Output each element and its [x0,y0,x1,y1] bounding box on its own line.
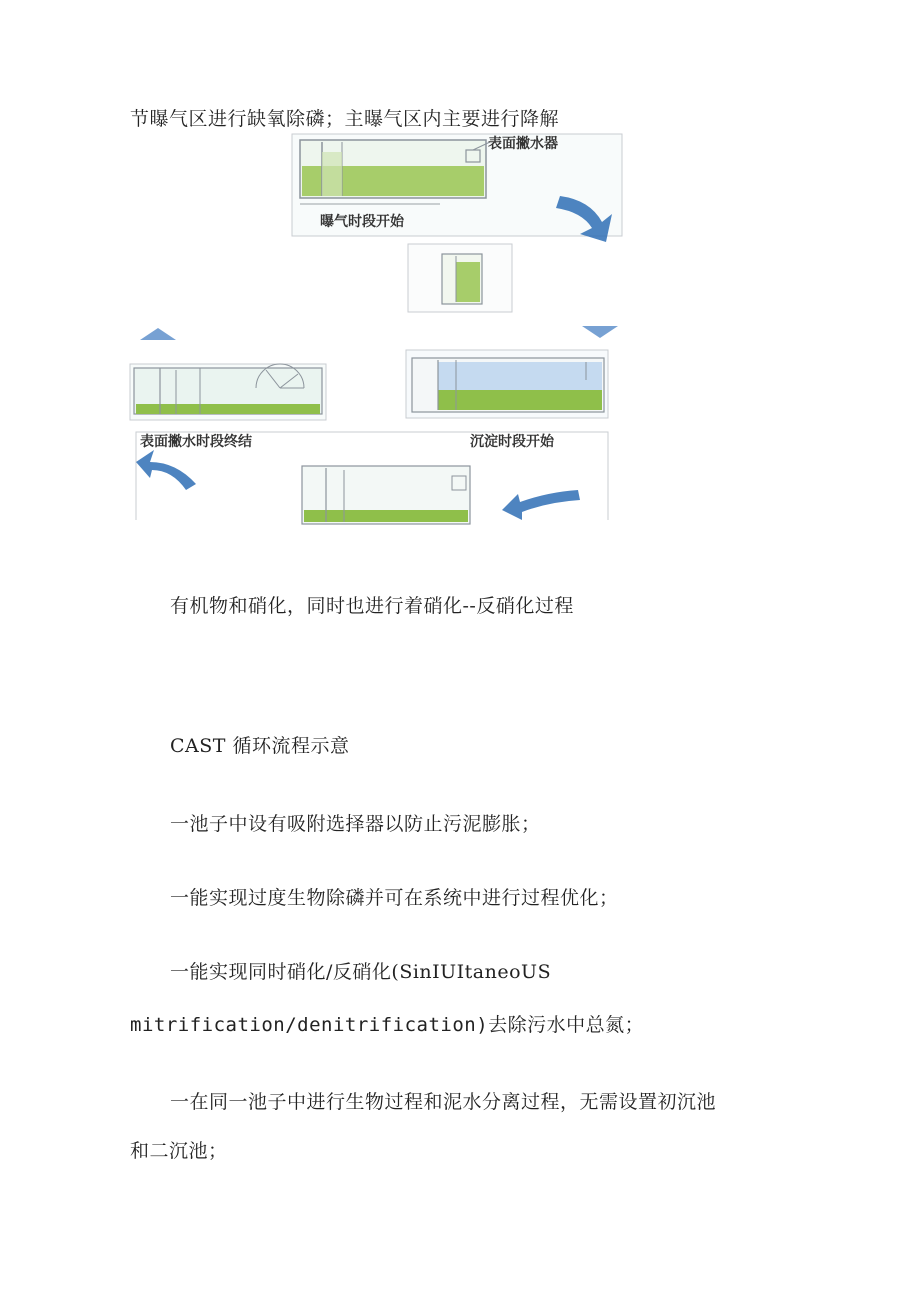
label-settle-start: 沉淀时段开始 [470,434,554,450]
paragraph-line: mitrification/denitrification)去除污水中总氮； [130,1014,645,1036]
arrow-up-left-icon [140,328,176,340]
arrow-left-large-icon [502,490,580,520]
panel-small-tank [408,244,512,312]
label-decant-end: 表面撇水时段终结 [140,434,252,450]
paragraph-line: 一能实现同时硝化/反硝化(SinIUItaneoUS [170,961,552,983]
panel-decant-end [130,364,326,420]
label-surface-decanter: 表面撇水器 [488,136,558,152]
panel-bottom-tank [302,466,470,524]
paragraph-line: 一在同一池子中进行生物过程和泥水分离过程，无需设置初沉池 [170,1091,717,1113]
paragraph-line: 一池子中设有吸附选择器以防止污泥膨胀； [170,813,541,835]
paragraph-line: 节曝气区进行缺氧除磷；主曝气区内主要进行降解 [130,108,560,130]
paragraph-line: 和二沉池； [130,1140,228,1162]
paragraph-line: 一能实现过度生物除磷并可在系统中进行过程优化； [170,887,619,909]
cast-cycle-diagram [0,0,920,540]
panel-aeration-start [292,134,622,236]
arrow-up-left-large-icon [136,450,196,490]
label-aeration-start: 曝气时段开始 [320,214,404,230]
paragraph-line: 有机物和硝化，同时也进行着硝化--反硝化过程 [170,595,574,617]
figure-caption: CAST 循环流程示意 [170,735,350,757]
arrow-down-right-small-icon [582,326,618,338]
panel-settle-start [406,350,608,418]
